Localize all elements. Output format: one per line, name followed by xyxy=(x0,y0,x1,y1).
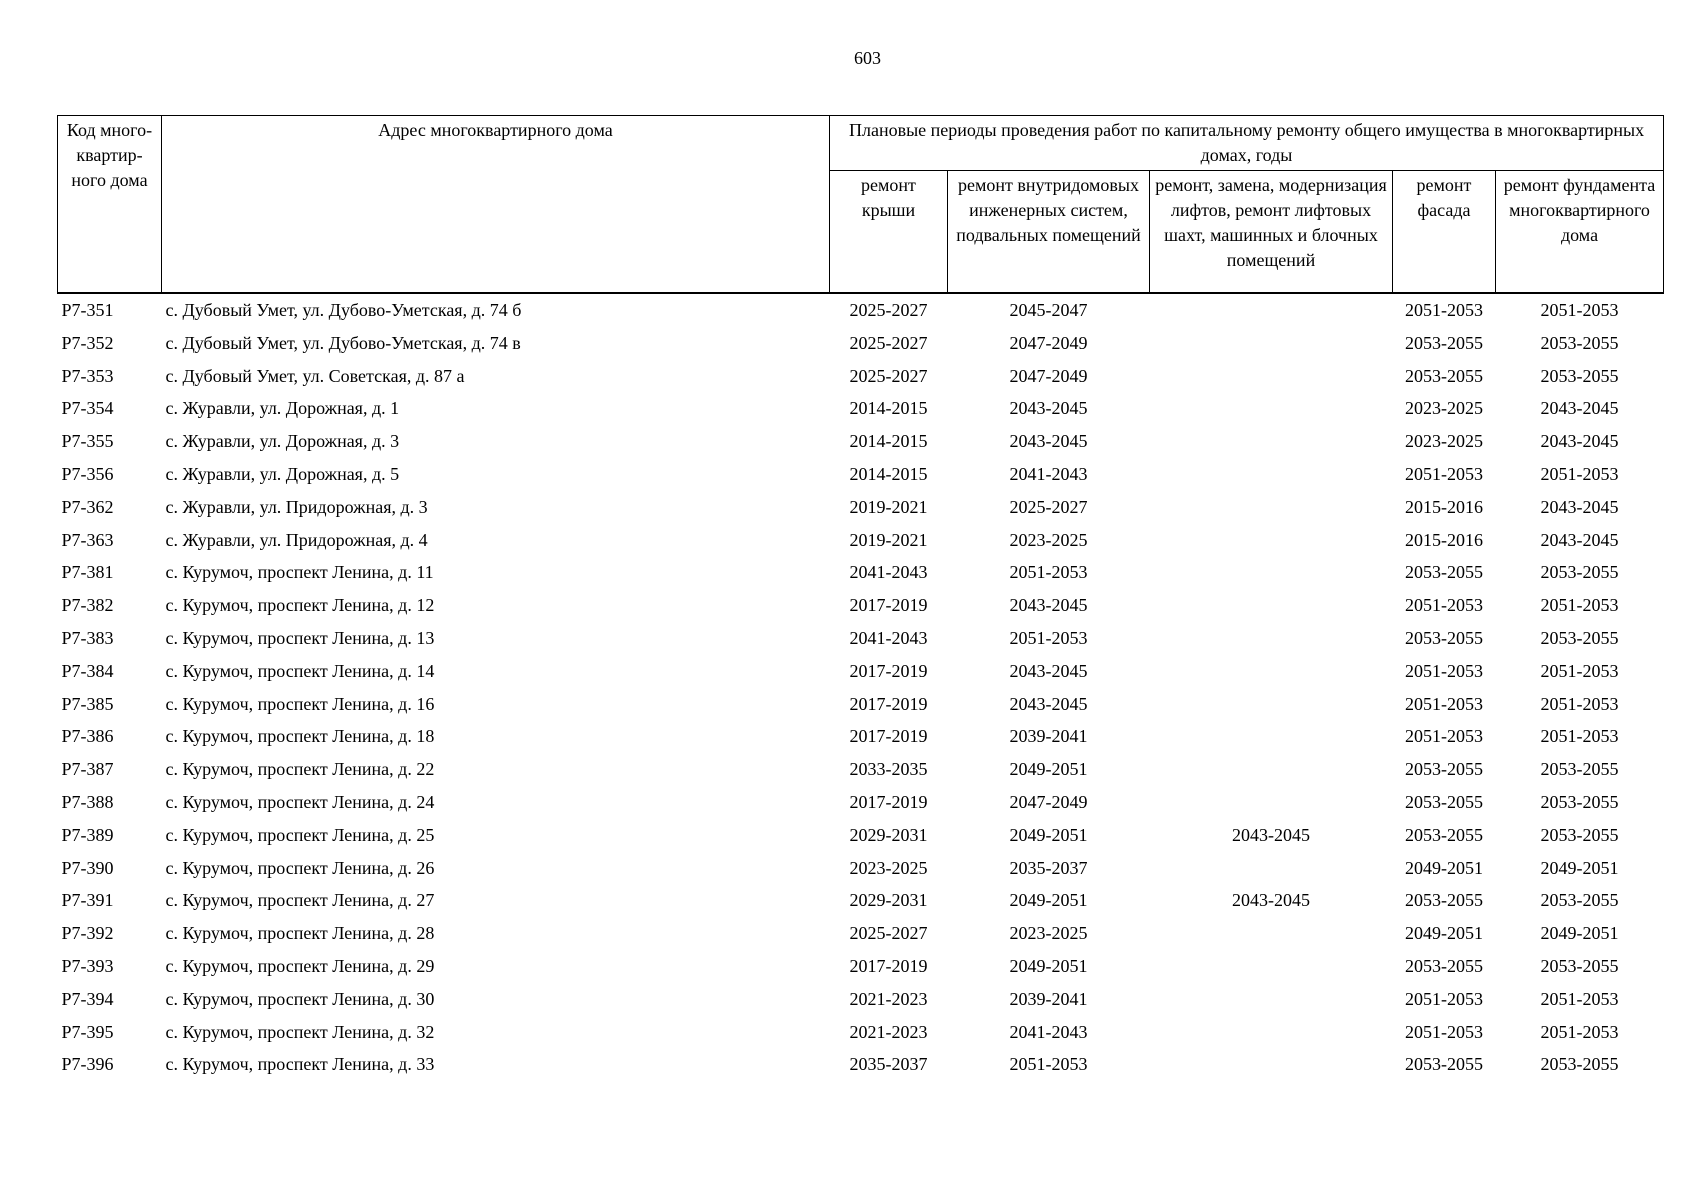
row-address: с. Курумоч, проспект Ленина, д. 29 xyxy=(165,955,435,976)
row-roof: 2023-2025 xyxy=(849,857,928,878)
row-elevators xyxy=(1150,753,1393,786)
table-row xyxy=(58,1048,1664,1081)
row-engineering: 2051-2053 xyxy=(1009,627,1088,648)
row-foundation: 2051-2053 xyxy=(1540,660,1619,681)
row-facade: 2049-2051 xyxy=(1405,857,1483,878)
row-address: с. Курумоч, проспект Ленина, д. 24 xyxy=(165,791,435,812)
row-address: с. Курумоч, проспект Ленина, д. 25 xyxy=(165,824,435,845)
page-number: 603 xyxy=(854,48,881,68)
row-code: Р7-354 xyxy=(61,398,114,419)
row-engineering: 2049-2051 xyxy=(1009,759,1088,780)
row-address: с. Дубовый Умет, ул. Дубово-Уметская, д. 74 б xyxy=(162,293,830,327)
row-roof: 2035-2037 xyxy=(849,1054,928,1075)
row-address: с. Курумоч, проспект Ленина, д. 14 xyxy=(165,660,435,681)
row-engineering: 2051-2053 xyxy=(1009,1054,1088,1075)
row-foundation: 2053-2055 xyxy=(1540,890,1619,911)
row-address: с. Курумоч, проспект Ленина, д. 13 xyxy=(165,627,435,648)
row-engineering: 2023-2025 xyxy=(1009,529,1088,550)
row-foundation: 2053-2055 xyxy=(1540,365,1619,386)
row-roof: 2017-2019 xyxy=(849,693,928,714)
header-engineering: ремонт внутридомовых инженерных систем, подвальных помещений xyxy=(948,171,1150,294)
row-foundation: 2049-2051 xyxy=(1540,923,1619,944)
table-row xyxy=(58,884,1664,917)
row-code: Р7-389 xyxy=(61,824,114,845)
row-code: Р7-396 xyxy=(61,1054,114,1075)
table-row xyxy=(58,425,1664,458)
table-header xyxy=(58,116,1664,294)
row-elevators xyxy=(1150,524,1393,557)
row-roof: 2041-2043 xyxy=(849,627,928,648)
row-foundation: 2053-2055 xyxy=(1540,1054,1619,1075)
row-address: с. Курумоч, проспект Ленина, д. 18 xyxy=(165,726,435,747)
row-address: с. Курумоч, проспект Ленина, д. 28 xyxy=(165,923,435,944)
row-foundation: 2051-2053 xyxy=(1496,293,1664,327)
row-code: Р7-391 xyxy=(61,890,114,911)
row-engineering: 2047-2049 xyxy=(1009,332,1088,353)
row-roof: 2029-2031 xyxy=(849,890,928,911)
row-engineering: 2025-2027 xyxy=(1009,496,1088,517)
table-row xyxy=(58,491,1664,524)
row-code: Р7-390 xyxy=(61,857,114,878)
row-engineering: 2023-2025 xyxy=(1009,923,1088,944)
row-facade: 2051-2053 xyxy=(1405,660,1483,681)
row-code: Р7-381 xyxy=(61,562,114,583)
row-code: Р7-385 xyxy=(61,693,114,714)
row-address: с. Дубовый Умет, ул. Дубово-Уметская, д. 74 в xyxy=(165,332,521,353)
header-elevators: ремонт, замена, модернизация лифтов, ремонт лифтовых шахт, машинных и блочных помещений xyxy=(1150,171,1393,294)
row-elevators xyxy=(1150,655,1393,688)
row-engineering: 2039-2041 xyxy=(1009,988,1088,1009)
row-roof: 2021-2023 xyxy=(849,1021,928,1042)
row-foundation: 2043-2045 xyxy=(1540,398,1619,419)
row-elevators xyxy=(1150,1016,1393,1049)
row-facade: 2053-2055 xyxy=(1405,562,1483,583)
row-roof: 2017-2019 xyxy=(849,660,928,681)
table-row xyxy=(58,589,1664,622)
row-foundation: 2051-2053 xyxy=(1540,693,1619,714)
row-facade: 2053-2055 xyxy=(1405,1054,1483,1075)
row-address: с. Журавли, ул. Дорожная, д. 5 xyxy=(165,463,400,484)
row-roof: 2014-2015 xyxy=(849,398,928,419)
table-row xyxy=(58,983,1664,1016)
row-code: Р7-384 xyxy=(61,660,114,681)
row-roof: 2041-2043 xyxy=(849,562,928,583)
row-facade: 2053-2055 xyxy=(1405,824,1483,845)
row-elevators: 2043-2045 xyxy=(1232,824,1310,845)
table-row xyxy=(58,852,1664,885)
capital-repair-schedule-table xyxy=(57,115,1664,1081)
row-facade: 2015-2016 xyxy=(1405,496,1483,517)
row-roof: 2025-2027 xyxy=(849,332,928,353)
row-code: Р7-387 xyxy=(61,759,114,780)
row-code: Р7-355 xyxy=(61,431,114,452)
row-engineering: 2041-2043 xyxy=(1009,463,1088,484)
table-row xyxy=(58,556,1664,589)
row-facade: 2051-2053 xyxy=(1405,463,1483,484)
row-foundation: 2051-2053 xyxy=(1540,726,1619,747)
row-engineering: 2051-2053 xyxy=(1009,562,1088,583)
row-foundation: 2053-2055 xyxy=(1540,791,1619,812)
row-address: с. Курумоч, проспект Ленина, д. 30 xyxy=(165,988,435,1009)
row-facade: 2053-2055 xyxy=(1405,890,1483,911)
row-foundation: 2053-2055 xyxy=(1540,824,1619,845)
row-code: Р7-392 xyxy=(61,923,114,944)
row-address: с. Курумоч, проспект Ленина, д. 33 xyxy=(165,1054,435,1075)
table-body xyxy=(58,293,1664,1081)
row-foundation: 2049-2051 xyxy=(1540,857,1619,878)
row-address: с. Курумоч, проспект Ленина, д. 12 xyxy=(165,595,435,616)
row-roof: 2017-2019 xyxy=(849,955,928,976)
row-roof: 2017-2019 xyxy=(849,595,928,616)
row-address: с. Курумоч, проспект Ленина, д. 11 xyxy=(165,562,434,583)
row-code: Р7-386 xyxy=(61,726,114,747)
row-code: Р7-394 xyxy=(61,988,114,1009)
row-engineering: 2047-2049 xyxy=(1009,365,1088,386)
table-row xyxy=(58,655,1664,688)
row-roof: 2025-2027 xyxy=(830,293,948,327)
row-elevators xyxy=(1150,1048,1393,1081)
row-address: с. Курумоч, проспект Ленина, д. 27 xyxy=(165,890,435,911)
row-elevators xyxy=(1150,720,1393,753)
row-engineering: 2043-2045 xyxy=(1009,660,1088,681)
row-code: Р7-383 xyxy=(61,627,114,648)
row-code: Р7-382 xyxy=(61,595,114,616)
row-elevators xyxy=(1150,425,1393,458)
row-engineering: 2045-2047 xyxy=(948,293,1150,327)
row-foundation: 2053-2055 xyxy=(1540,955,1619,976)
row-elevators xyxy=(1150,589,1393,622)
row-code: Р7-388 xyxy=(61,791,114,812)
row-code: Р7-351 xyxy=(58,293,162,327)
row-foundation: 2043-2045 xyxy=(1540,431,1619,452)
row-foundation: 2051-2053 xyxy=(1540,463,1619,484)
row-engineering: 2035-2037 xyxy=(1009,857,1088,878)
row-facade: 2053-2055 xyxy=(1405,759,1483,780)
row-foundation: 2043-2045 xyxy=(1540,496,1619,517)
row-code: Р7-395 xyxy=(61,1021,114,1042)
row-foundation: 2053-2055 xyxy=(1540,759,1619,780)
row-facade: 2053-2055 xyxy=(1405,332,1483,353)
row-facade: 2051-2053 xyxy=(1405,726,1483,747)
row-elevators xyxy=(1150,556,1393,589)
row-roof: 2029-2031 xyxy=(849,824,928,845)
row-elevators xyxy=(1150,327,1393,360)
header-address: Адрес многоквартирного дома xyxy=(162,116,830,294)
row-foundation: 2053-2055 xyxy=(1540,627,1619,648)
header-foundation: ремонт фундамента многоквартирного дома xyxy=(1496,171,1664,294)
table-row xyxy=(58,458,1664,491)
table-row xyxy=(58,786,1664,819)
row-elevators xyxy=(1150,688,1393,721)
row-engineering: 2039-2041 xyxy=(1009,726,1088,747)
table-row xyxy=(58,688,1664,721)
row-facade: 2053-2055 xyxy=(1405,955,1483,976)
row-foundation: 2043-2045 xyxy=(1540,529,1619,550)
row-code: Р7-393 xyxy=(61,955,114,976)
row-elevators xyxy=(1150,392,1393,425)
row-code: Р7-353 xyxy=(61,365,114,386)
row-facade: 2051-2053 xyxy=(1393,293,1496,327)
row-foundation: 2053-2055 xyxy=(1540,562,1619,583)
table-row xyxy=(58,950,1664,983)
row-engineering: 2041-2043 xyxy=(1009,1021,1088,1042)
header-periods-group xyxy=(830,116,1664,171)
row-address: с. Курумоч, проспект Ленина, д. 16 xyxy=(165,693,435,714)
row-engineering: 2043-2045 xyxy=(1009,431,1088,452)
table-row xyxy=(58,720,1664,753)
row-elevators xyxy=(1150,917,1393,950)
row-facade: 2023-2025 xyxy=(1405,398,1483,419)
row-roof: 2017-2019 xyxy=(849,726,928,747)
row-facade: 2053-2055 xyxy=(1405,365,1483,386)
row-elevators xyxy=(1150,852,1393,885)
row-elevators xyxy=(1150,491,1393,524)
row-address: с. Журавли, ул. Дорожная, д. 3 xyxy=(165,431,400,452)
row-roof: 2025-2027 xyxy=(849,923,928,944)
row-roof: 2033-2035 xyxy=(849,759,928,780)
row-roof: 2014-2015 xyxy=(849,463,928,484)
table-row xyxy=(58,327,1664,360)
row-code: Р7-352 xyxy=(61,332,114,353)
table-row xyxy=(58,622,1664,655)
table-row xyxy=(58,917,1664,950)
row-address: с. Дубовый Умет, ул. Советская, д. 87 а xyxy=(165,365,465,386)
row-elevators xyxy=(1150,983,1393,1016)
row-address: с. Курумоч, проспект Ленина, д. 32 xyxy=(165,1021,435,1042)
row-foundation: 2051-2053 xyxy=(1540,988,1619,1009)
row-address: с. Курумоч, проспект Ленина, д. 26 xyxy=(165,857,435,878)
row-roof: 2019-2021 xyxy=(849,529,928,550)
header-code: Код много- квартир- ного дома xyxy=(58,116,162,294)
table-row xyxy=(58,819,1664,852)
row-facade: 2015-2016 xyxy=(1405,529,1483,550)
row-address: с. Журавли, ул. Придорожная, д. 3 xyxy=(165,496,428,517)
table-row xyxy=(58,1016,1664,1049)
row-facade: 2051-2053 xyxy=(1405,693,1483,714)
row-roof: 2025-2027 xyxy=(849,365,928,386)
table-row xyxy=(58,753,1664,786)
table-row xyxy=(58,293,1664,327)
header-periods-group-label: Плановые периоды проведения работ по капитальному ремонту общего имущества в многоквартирных домах, годы xyxy=(848,120,1645,165)
header-facade: ремонт фасада xyxy=(1393,171,1496,294)
row-facade: 2053-2055 xyxy=(1405,791,1483,812)
row-roof: 2017-2019 xyxy=(849,791,928,812)
row-engineering: 2043-2045 xyxy=(1009,595,1088,616)
row-address: с. Журавли, ул. Дорожная, д. 1 xyxy=(165,398,400,419)
row-foundation: 2051-2053 xyxy=(1540,1021,1619,1042)
row-code: Р7-363 xyxy=(61,529,114,550)
row-facade: 2053-2055 xyxy=(1405,627,1483,648)
row-engineering: 2049-2051 xyxy=(1009,955,1088,976)
row-elevators xyxy=(1150,293,1393,327)
row-elevators xyxy=(1150,950,1393,983)
row-engineering: 2047-2049 xyxy=(1009,791,1088,812)
row-facade: 2023-2025 xyxy=(1405,431,1483,452)
row-facade: 2051-2053 xyxy=(1405,595,1483,616)
row-address: с. Журавли, ул. Придорожная, д. 4 xyxy=(165,529,428,550)
row-code: Р7-356 xyxy=(61,463,114,484)
row-engineering: 2049-2051 xyxy=(1009,890,1088,911)
row-roof: 2021-2023 xyxy=(849,988,928,1009)
row-engineering: 2043-2045 xyxy=(1009,693,1088,714)
row-facade: 2049-2051 xyxy=(1405,923,1483,944)
row-engineering: 2049-2051 xyxy=(1009,824,1088,845)
row-code: Р7-362 xyxy=(61,496,114,517)
table-row xyxy=(58,360,1664,393)
row-address: с. Курумоч, проспект Ленина, д. 22 xyxy=(165,759,435,780)
row-roof: 2014-2015 xyxy=(849,431,928,452)
row-elevators: 2043-2045 xyxy=(1232,890,1310,911)
row-elevators xyxy=(1150,622,1393,655)
row-roof: 2019-2021 xyxy=(849,496,928,517)
row-foundation: 2051-2053 xyxy=(1540,595,1619,616)
row-foundation: 2053-2055 xyxy=(1540,332,1619,353)
row-elevators xyxy=(1150,360,1393,393)
row-elevators xyxy=(1150,786,1393,819)
table-row xyxy=(58,524,1664,557)
row-engineering: 2043-2045 xyxy=(1009,398,1088,419)
header-roof: ремонт крыши xyxy=(830,171,948,294)
table-row xyxy=(58,392,1664,425)
row-facade: 2051-2053 xyxy=(1405,1021,1483,1042)
row-facade: 2051-2053 xyxy=(1405,988,1483,1009)
row-elevators xyxy=(1150,458,1393,491)
